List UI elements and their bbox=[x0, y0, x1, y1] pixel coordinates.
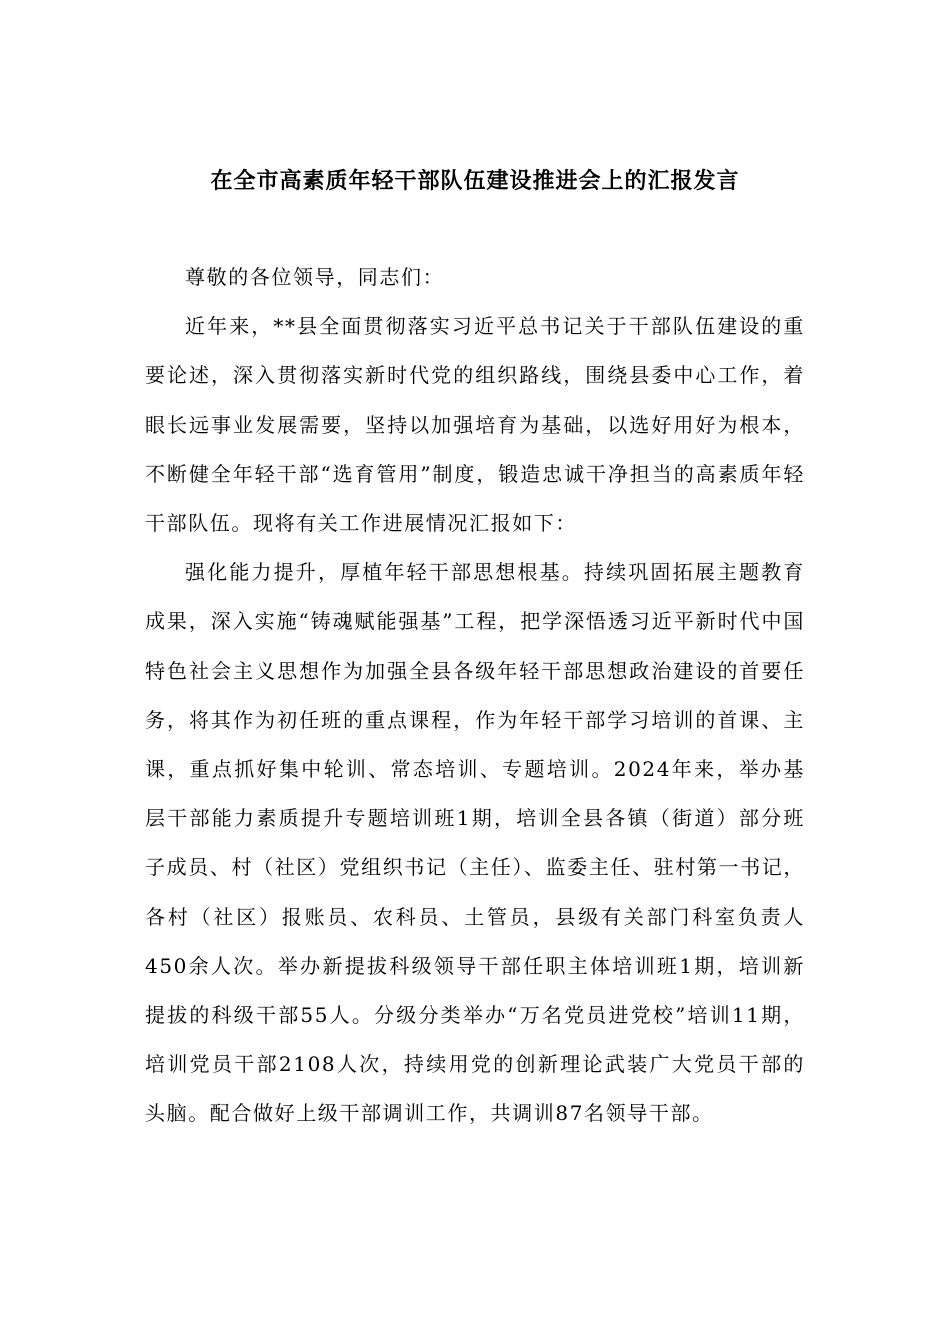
document-body bbox=[145, 253, 805, 1139]
paragraph-capability: 强化能力提升，厚植年轻干部思想根基。持续巩固拓展主题教育成果，深入实施“铸魂赋能强基”工程，把学深悟透习近平新时代中国特色社会主义思想作为加强全县各级年轻干部思想政治建设的首要任务，将其作为初任班的重点课程，作为年轻干部学习培训的首课、主课，重点抓好集中轮训、常态培训、专题培训。2024年来，举办基层干部能力素质提升专题培训班1期，培训全县各镇（街道）部分班子成员、村（社区）党组织书记（主任）、监委主任、驻村第一书记，各村（社区）报账员、农科员、土管员，县级有关部门科室负责人450余人次。举办新提拔科级领导干部任职主体培训班1期，培训新提拔的科级干部55人。分级分类举办“万名党员进党校”培训11期，培训党员干部2108人次，持续用党的创新理论武装广大党员干部的头脑。配合做好上级干部调训工作，共调训87名领导干部。 bbox=[145, 560, 805, 1126]
paragraph-intro: 近年来，**县全面贯彻落实习近平总书记关于干部队伍建设的重要论述，深入贯彻落实新时代党的组织路线，围绕县委中心工作，着眼长远事业发展需要，坚持以加强培育为基础，以选好用好为根本，不断健全年轻干部“选育管用”制度，锻造忠诚干净担当的高素质年轻干部队伍。现将有关工作进展情况汇报如下： bbox=[145, 314, 805, 536]
document-title: 在全市高素质年轻干部队伍建设推进会上的汇报发言 bbox=[210, 168, 740, 194]
salutation: 尊敬的各位领导，同志们： bbox=[185, 265, 445, 289]
